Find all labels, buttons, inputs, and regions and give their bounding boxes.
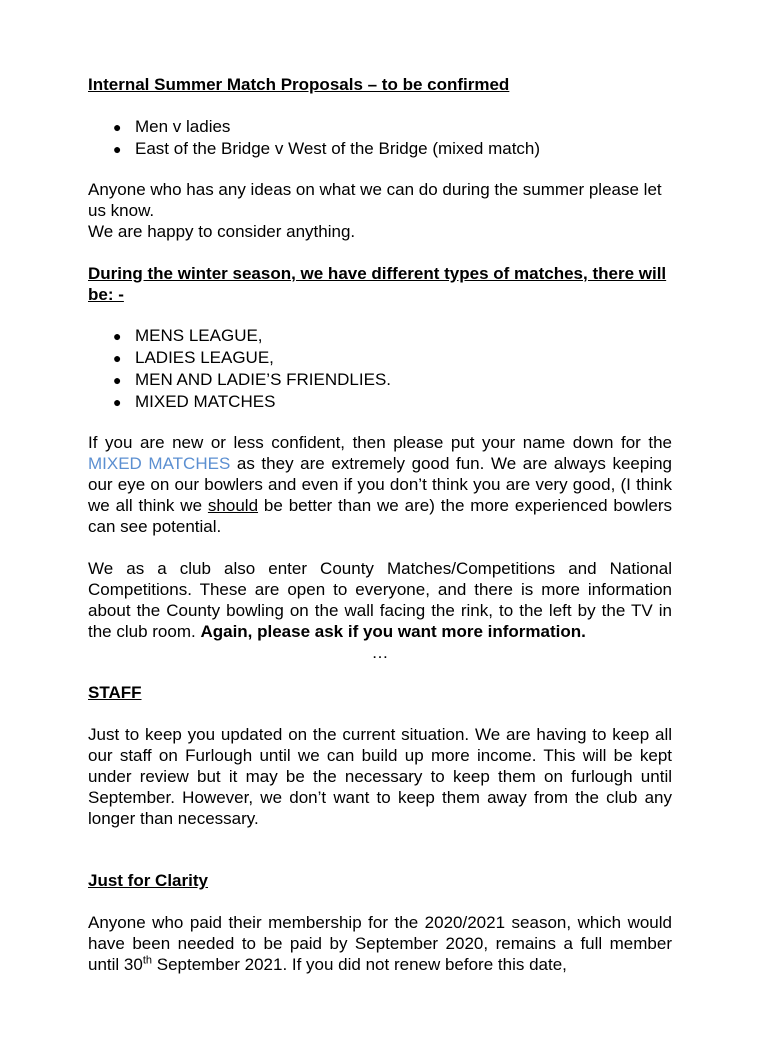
list-item (113, 391, 672, 413)
paragraph-text: We as a club also enter County Matches/Competitions and National Competitions. These are open to everyone, and there is more information about the County bowling on the wall facing the rink, to the left by the TV in the club room. (88, 559, 672, 641)
ordinal-suffix: th (142, 954, 153, 967)
paragraph-text: be better than we are) the more experienced bowlers can see potential. (88, 496, 672, 536)
staff-paragraph: Just to keep you updated on the current situation. We are having to keep all our staff on Furlough until we can build up more income. This will be kept under review but it may be the necessary to keep them on furlough until September. However, we don’t want to keep them away from the club any longer than necessary. (88, 725, 672, 828)
list-item (113, 347, 672, 369)
bullet-icon: ● (113, 141, 122, 157)
county-paragraph (88, 558, 672, 642)
list-item-text: Men v ladies (135, 117, 231, 136)
list-item (113, 325, 672, 347)
paragraph-text: If you are new or less confident, then please put your name down for the (88, 433, 672, 452)
mixed-matches-highlight: MIXED MATCHES (88, 454, 231, 473)
bullet-icon: ● (113, 328, 122, 344)
summer-ideas-text: Anyone who has any ideas on what we can do during the summer please let us know. (88, 180, 662, 220)
should-emphasis: should (207, 496, 259, 515)
more-info-emphasis: Again, please ask if you want more information. (200, 622, 586, 641)
list-item (113, 369, 672, 391)
bullet-icon: ● (113, 394, 122, 410)
clarity-heading: Just for Clarity (88, 871, 208, 890)
paragraph-text: September 2021. If you did not renew before this date, (152, 955, 567, 974)
document-page (88, 74, 672, 975)
winter-list (88, 325, 672, 413)
list-item (113, 116, 672, 138)
mixed-matches-paragraph (88, 432, 672, 537)
bullet-icon: ● (113, 119, 122, 135)
ellipsis: … (371, 643, 389, 662)
summer-heading: Internal Summer Match Proposals – to be confirmed (88, 75, 510, 94)
list-item-text: East of the Bridge v West of the Bridge (mixed match) (135, 139, 541, 158)
list-item (113, 138, 672, 160)
summer-consider-text: We are happy to consider anything. (88, 222, 356, 241)
bullet-icon: ● (113, 372, 122, 388)
staff-heading: STAFF (88, 683, 142, 702)
list-item-text: MIXED MATCHES (135, 392, 276, 411)
clarity-paragraph (88, 912, 672, 975)
winter-heading: During the winter season, we have different types of matches, there will be: - (88, 264, 667, 304)
list-item-text: MEN AND LADIE’S FRIENDLIES. (135, 370, 392, 389)
list-item-text: MENS LEAGUE, (135, 326, 263, 345)
paragraph-text: as they are extremely good fun. We are always keeping our eye on our bowlers and even if you don’t think you are very good, (I think we all think we (88, 454, 673, 515)
paragraph-text: Anyone who paid their membership for the 2020/2021 season, which would have been needed to be paid by September 2020, remains a full member until 30 (88, 913, 672, 974)
summer-list (88, 116, 672, 160)
list-item-text: LADIES LEAGUE, (135, 348, 274, 367)
bullet-icon: ● (113, 350, 122, 366)
